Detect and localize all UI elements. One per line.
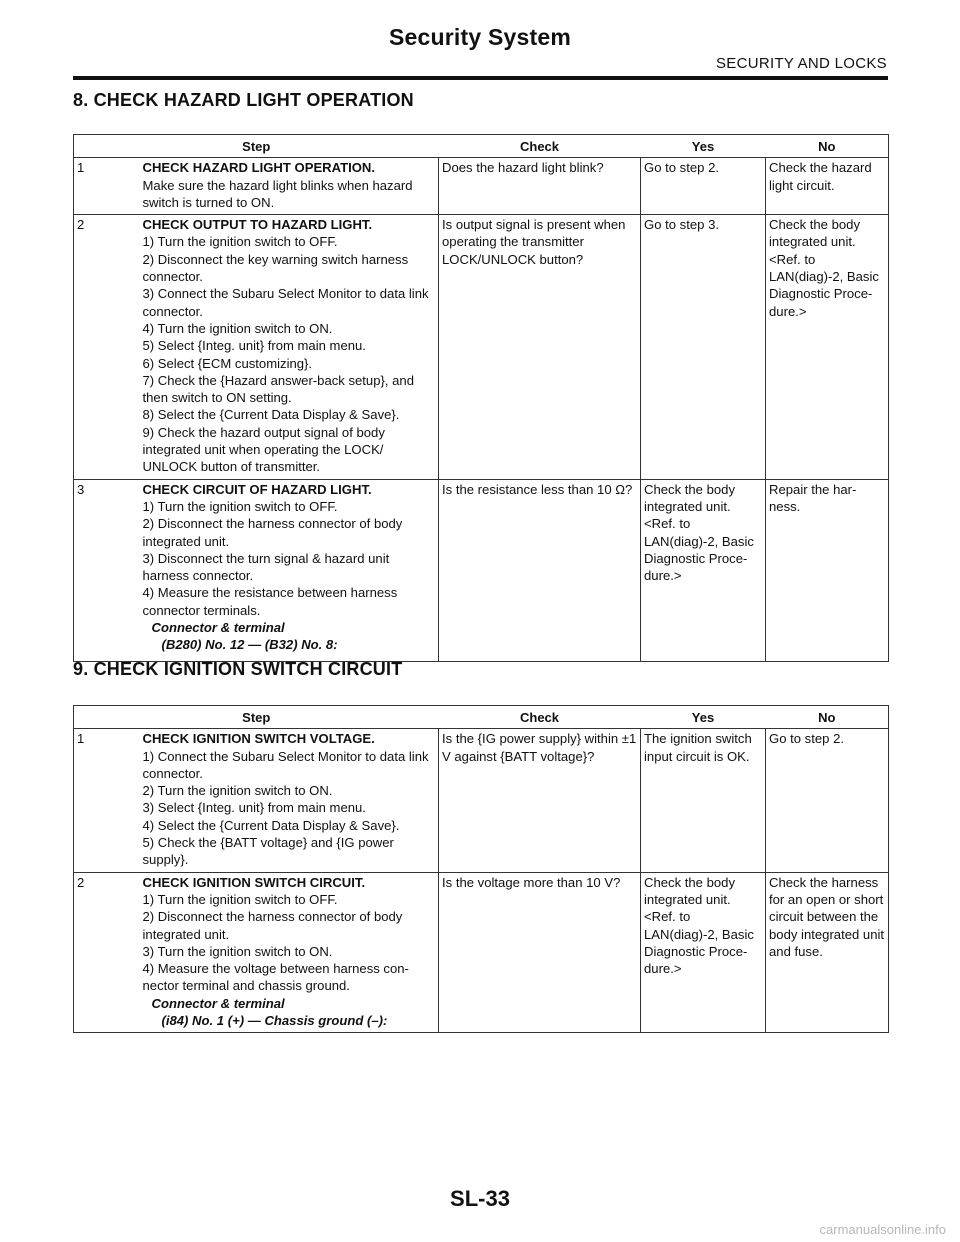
step-title: CHECK CIRCUIT OF HAZARD LIGHT. bbox=[142, 481, 372, 497]
column-header-yes: Yes bbox=[641, 135, 766, 158]
yes-cell: Check the body integrated unit. <Ref. to LAN(diag)-2, Basic Diagnostic Proce- dure.> bbox=[641, 872, 766, 1033]
step-line: 3) Disconnect the turn signal & hazard unit harness connector. bbox=[142, 550, 390, 584]
step-line: 9) Check the hazard output signal of body integrated unit when operating the LOCK/ UNLOCK button of transmitter. bbox=[142, 424, 385, 475]
page-number: SL-33 bbox=[450, 1186, 510, 1211]
section-heading-hazard: 8. CHECK HAZARD LIGHT OPERATION bbox=[73, 90, 414, 110]
step-procedure bbox=[143, 479, 439, 661]
connector-label: Connector & terminal bbox=[151, 620, 285, 636]
column-header-step: Step bbox=[74, 135, 439, 158]
step-line: Make sure the hazard light blinks when hazard switch is turned to ON. bbox=[142, 177, 413, 210]
yes-cell: Go to step 3. bbox=[641, 215, 766, 479]
table-row bbox=[74, 872, 889, 1033]
table-row bbox=[74, 729, 889, 872]
watermark[interactable]: carmanualsonline.info bbox=[819, 1222, 946, 1237]
step-title: CHECK IGNITION SWITCH VOLTAGE. bbox=[142, 731, 375, 747]
step-procedure bbox=[143, 872, 439, 1033]
column-header-no: No bbox=[766, 706, 889, 729]
step-line: 1) Turn the ignition switch to OFF. bbox=[142, 234, 338, 250]
no-cell: Repair the har- ness. bbox=[766, 479, 889, 661]
step-number: 2 bbox=[74, 872, 143, 1033]
step-procedure bbox=[143, 158, 439, 215]
section-category: SECURITY AND LOCKS bbox=[715, 55, 887, 72]
no-cell: Go to step 2. bbox=[766, 729, 889, 872]
step-line: 5) Check the {BATT voltage} and {IG power supply}. bbox=[142, 835, 394, 868]
connector-label: Connector & terminal bbox=[151, 995, 285, 1011]
step-title: CHECK OUTPUT TO HAZARD LIGHT. bbox=[142, 217, 373, 233]
check-cell: Is the voltage more than 10 V? bbox=[439, 872, 641, 1033]
check-cell: Does the hazard light blink? bbox=[439, 158, 641, 215]
connector-terminal: (i84) No. 1 (+) — Chassis ground (–): bbox=[161, 1013, 388, 1029]
step-line: 4) Measure the voltage between harness con- nector terminal and chassis ground. bbox=[142, 961, 409, 994]
check-cell: Is the {IG power supply} within ±1 V against {BATT voltage}? bbox=[439, 729, 641, 872]
step-line: 5) Select {Integ. unit} from main menu. bbox=[142, 338, 366, 354]
table-row bbox=[74, 215, 889, 479]
connector-terminal: (B280) No. 12 — (B32) No. 8: bbox=[161, 637, 338, 653]
step-procedure bbox=[143, 215, 439, 479]
page-title: Security System bbox=[389, 24, 571, 50]
step-line: 3) Select {Integ. unit} from main menu. bbox=[142, 800, 366, 816]
step-line: 3) Connect the Subaru Select Monitor to data link connector. bbox=[142, 286, 429, 319]
step-line: 4) Turn the ignition switch to ON. bbox=[142, 320, 333, 336]
no-cell: Check the body integrated unit. <Ref. to LAN(diag)-2, Basic Diagnostic Proce- dure.> bbox=[766, 215, 889, 479]
step-number: 1 bbox=[74, 158, 143, 215]
column-header-check: Check bbox=[439, 706, 641, 729]
step-line: 6) Select {ECM customizing}. bbox=[142, 355, 313, 371]
step-line: 1) Connect the Subaru Select Monitor to data link connector. bbox=[142, 748, 429, 781]
step-line: 2) Turn the ignition switch to ON. bbox=[142, 783, 333, 799]
step-line: 7) Check the {Hazard answer-back setup}, and then switch to ON setting. bbox=[142, 372, 414, 406]
table-header-row bbox=[74, 706, 889, 729]
yes-cell: The ignition switch input circuit is OK. bbox=[641, 729, 766, 872]
step-title: CHECK HAZARD LIGHT OPERATION. bbox=[142, 160, 376, 176]
check-cell: Is the resistance less than 10 Ω? bbox=[439, 479, 641, 661]
no-cell: Check the hazard light circuit. bbox=[766, 158, 889, 215]
check-cell: Is output signal is present when operating the transmitter LOCK/UNLOCK button? bbox=[439, 215, 641, 479]
step-procedure bbox=[143, 729, 439, 872]
step-line: 3) Turn the ignition switch to ON. bbox=[142, 943, 333, 959]
column-header-check: Check bbox=[439, 135, 641, 158]
header-divider bbox=[73, 76, 888, 80]
step-line: 2) Disconnect the key warning switch harness connector. bbox=[142, 251, 409, 285]
column-header-step: Step bbox=[74, 706, 439, 729]
step-line: 2) Disconnect the harness connector of body integrated unit. bbox=[142, 516, 403, 549]
step-number: 3 bbox=[74, 479, 143, 661]
column-header-no: No bbox=[766, 135, 889, 158]
step-line: 1) Turn the ignition switch to OFF. bbox=[142, 498, 338, 514]
column-header-yes: Yes bbox=[641, 706, 766, 729]
step-line: 1) Turn the ignition switch to OFF. bbox=[142, 891, 338, 907]
step-line: 8) Select the {Current Data Display & Save}. bbox=[142, 407, 400, 423]
diagnostic-table-ignition bbox=[73, 705, 889, 1033]
step-title: CHECK IGNITION SWITCH CIRCUIT. bbox=[142, 874, 366, 890]
section-heading-ignition: 9. CHECK IGNITION SWITCH CIRCUIT bbox=[73, 659, 403, 679]
no-cell: Check the harness for an open or short circuit between the body integrated unit and fuse. bbox=[766, 872, 889, 1033]
step-line: 4) Measure the resistance between harness connector terminals. bbox=[142, 585, 398, 618]
table-row bbox=[74, 479, 889, 661]
yes-cell: Go to step 2. bbox=[641, 158, 766, 215]
step-line: 4) Select the {Current Data Display & Save}. bbox=[142, 817, 400, 833]
table-row bbox=[74, 158, 889, 215]
step-number: 2 bbox=[74, 215, 143, 479]
diagnostic-table-hazard bbox=[73, 134, 889, 662]
step-line: 2) Disconnect the harness connector of body integrated unit. bbox=[142, 909, 403, 942]
step-number: 1 bbox=[74, 729, 143, 872]
yes-cell: Check the body integrated unit. <Ref. to LAN(diag)-2, Basic Diagnostic Proce- dure.> bbox=[641, 479, 766, 661]
table-header-row bbox=[74, 135, 889, 158]
